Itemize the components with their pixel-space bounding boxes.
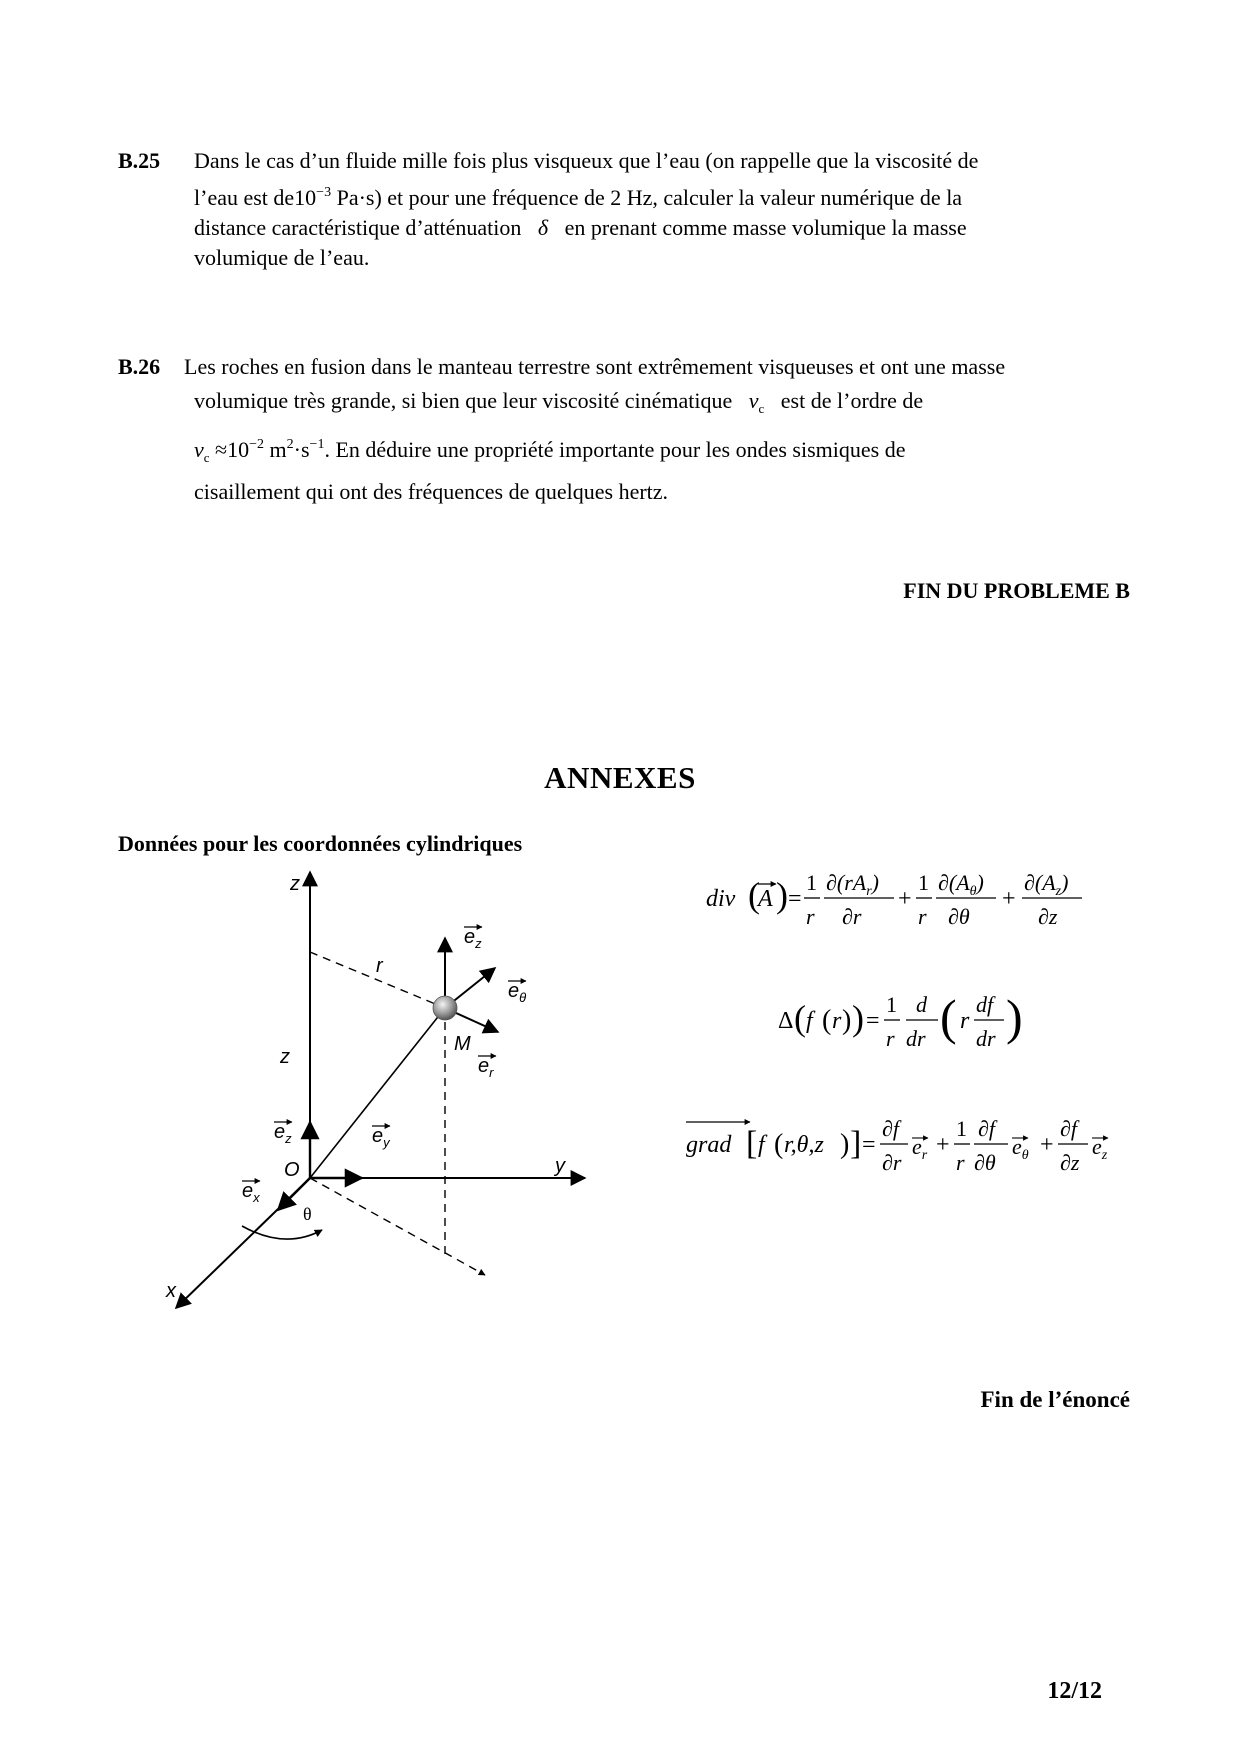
y-axis-label: y bbox=[555, 1155, 565, 1177]
e-y-label: $e_y$ bbox=[372, 1125, 390, 1150]
svg-text:∂(rAr): $\partial(rA_r)$ bbox=[826, 870, 879, 899]
e-theta-label: $e_\theta$ bbox=[508, 980, 527, 1005]
svg-text:+: + bbox=[936, 1132, 950, 1158]
formula-laplacian bbox=[772, 984, 1072, 1064]
o-label: O bbox=[284, 1159, 300, 1181]
z-height-label: z bbox=[280, 1046, 290, 1068]
formula-divergence bbox=[700, 858, 1120, 938]
svg-text:dr: dr bbox=[906, 1026, 926, 1051]
svg-text:=: = bbox=[866, 1008, 880, 1034]
cylindrical-diagram bbox=[150, 860, 620, 1320]
svg-text:grad: grad bbox=[686, 1132, 732, 1158]
svg-text:): ) bbox=[776, 875, 788, 915]
svg-text:r: r bbox=[832, 1008, 842, 1034]
theta-label: θ bbox=[303, 1204, 312, 1224]
svg-text:1: 1 bbox=[886, 992, 897, 1017]
question-b26 bbox=[118, 352, 1130, 507]
question-number: B.26 bbox=[118, 354, 161, 379]
formula-gradient bbox=[682, 1108, 1142, 1188]
annexes-title: ANNEXES bbox=[544, 760, 696, 795]
svg-text:): ) bbox=[842, 1005, 852, 1036]
q25-line2: l’eau est $de10^{-3}$ Pa·s) et pour une fréquence de 2 Hz, calculer la valeur numérique de la bbox=[194, 185, 963, 210]
r-label: r bbox=[376, 955, 383, 977]
svg-text:f: f bbox=[806, 1008, 813, 1034]
e-z-origin-label: $e_z$ bbox=[274, 1121, 292, 1146]
svg-text:(: ( bbox=[940, 989, 957, 1045]
e-x-label: $e_x$ bbox=[242, 1180, 260, 1205]
e-z-top-label: $e_z$ bbox=[464, 926, 482, 951]
svg-text:Δ: Δ bbox=[778, 1008, 794, 1034]
q25-line1: Dans le cas d’un fluide mille fois plus visqueux que l’eau (on rappelle que la viscosité de bbox=[194, 148, 979, 173]
svg-text:r: r bbox=[886, 1026, 895, 1051]
q26-line4: cisaillement qui ont des fréquences de quelques hertz. bbox=[194, 479, 669, 504]
svg-text:(: ( bbox=[748, 875, 760, 915]
svg-text:∂f: ∂f bbox=[978, 1116, 995, 1141]
end-of-statement: Fin de l’énoncé bbox=[980, 1387, 1130, 1412]
svg-text:1: 1 bbox=[918, 870, 929, 895]
svg-text:dr: dr bbox=[976, 1026, 996, 1051]
question-number: B.25 bbox=[118, 148, 161, 173]
svg-text:r: r bbox=[956, 1150, 965, 1175]
svg-text:=: = bbox=[862, 1132, 876, 1158]
svg-text:r: r bbox=[806, 904, 815, 929]
svg-text:): ) bbox=[840, 1129, 850, 1160]
svg-text:=: = bbox=[788, 886, 802, 912]
m-label: M bbox=[454, 1033, 471, 1055]
projection-dashed-line bbox=[310, 1178, 485, 1275]
svg-text:]: ] bbox=[850, 1125, 862, 1162]
end-problem-b: FIN DU PROBLEME B bbox=[903, 578, 1130, 603]
svg-text:div: div bbox=[706, 886, 736, 912]
svg-text:∂r: ∂r bbox=[882, 1150, 902, 1175]
svg-text:+: + bbox=[1002, 886, 1016, 912]
svg-text:): ) bbox=[1006, 989, 1023, 1045]
q25-line3: distance caractéristique d’atténuation δ en prenant comme masse volumique la masse bbox=[194, 215, 967, 240]
svg-text:1: 1 bbox=[806, 870, 817, 895]
theta-arc bbox=[242, 1226, 322, 1239]
svg-text:+: + bbox=[898, 886, 912, 912]
svg-text:df: df bbox=[976, 992, 994, 1017]
svg-text:A: A bbox=[758, 886, 773, 912]
point-m-ball bbox=[433, 996, 457, 1020]
page-number: 12/12 bbox=[1047, 1678, 1102, 1704]
svg-text:∂f: ∂f bbox=[882, 1116, 899, 1141]
svg-text:∂(Az): $\partial(A_z)$ bbox=[1024, 870, 1069, 899]
svg-text:∂f: ∂f bbox=[1060, 1116, 1077, 1141]
svg-text:d: d bbox=[916, 992, 927, 1017]
om-line bbox=[310, 1008, 445, 1178]
svg-text:∂z: ∂z bbox=[1038, 904, 1058, 929]
svg-text:[: [ bbox=[746, 1125, 758, 1162]
svg-text:ez: $e_z$ bbox=[1092, 1134, 1108, 1163]
svg-text:∂(Aθ): $\partial(A_\theta)$ bbox=[938, 870, 984, 899]
e-r-label: $e_r$ bbox=[478, 1055, 494, 1080]
svg-text:eθ: $e_\theta$ bbox=[1012, 1134, 1029, 1163]
z-axis-label: z bbox=[290, 873, 300, 895]
cylindrical-title: Données pour les coordonnées cylindriques bbox=[118, 831, 523, 856]
q26-line3: $\nu_c \approx 10^{-2}$ $m^2\cdot s^{-1}$. En déduire une propriété importante pour les ondes sismiques de bbox=[194, 437, 906, 465]
svg-text:r: r bbox=[918, 904, 927, 929]
svg-text:∂z: ∂z bbox=[1060, 1150, 1080, 1175]
svg-text:(: ( bbox=[774, 1129, 784, 1160]
q26-line2: volumique très grande, si bien que leur viscosité cinématique $\nu_c$ est de l’ordre de bbox=[194, 388, 924, 416]
svg-text:∂r: ∂r bbox=[842, 904, 862, 929]
svg-text:(: ( bbox=[794, 998, 806, 1038]
svg-text:f: f bbox=[758, 1132, 765, 1158]
svg-text:∂θ: ∂θ bbox=[948, 904, 970, 929]
q25-line4: volumique de l’eau. bbox=[194, 245, 370, 270]
svg-text:+: + bbox=[1040, 1132, 1054, 1158]
svg-text:(: ( bbox=[822, 1005, 832, 1036]
svg-text:r: r bbox=[960, 1008, 970, 1034]
svg-text:∂θ: ∂θ bbox=[974, 1150, 996, 1175]
x-axis-label: x bbox=[166, 1280, 176, 1302]
svg-text:er: $e_r$ bbox=[912, 1134, 928, 1163]
svg-text:r,θ,z: r,θ,z bbox=[784, 1132, 824, 1158]
svg-text:): ) bbox=[852, 998, 864, 1038]
question-b25 bbox=[118, 146, 1130, 273]
q26-line1: Les roches en fusion dans le manteau terrestre sont extrêmement visqueuses et ont une masse bbox=[184, 354, 1006, 379]
svg-text:1: 1 bbox=[956, 1116, 967, 1141]
